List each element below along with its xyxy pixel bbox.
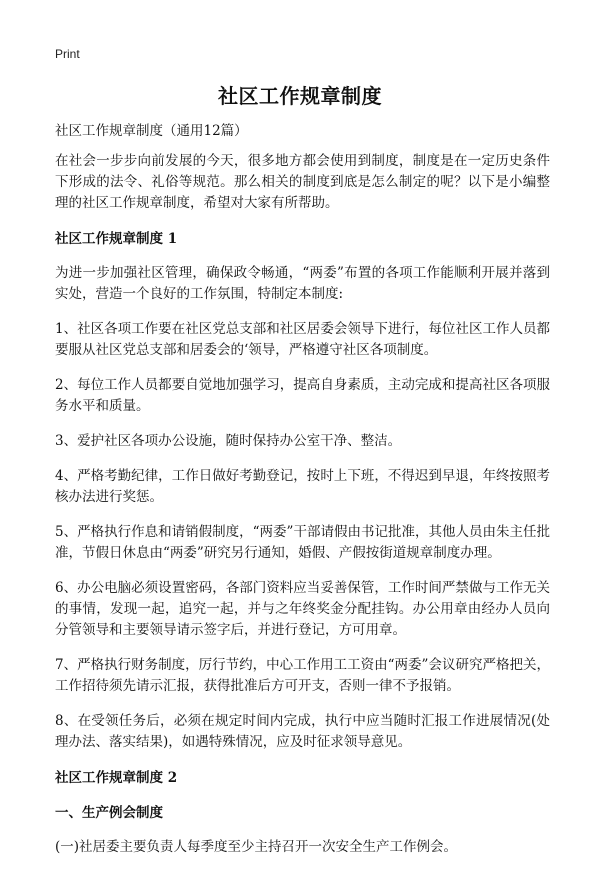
- section-1-item-7: 7、严格执行财务制度，厉行节约，中心工作用工工资由“两委”会议研究严格把关，工作招待须先请示汇报，获得批准后方可开支，否则一律不予报销。: [55, 657, 550, 694]
- section-1-item-4: 4、严格考勤纪律，工作日做好考勤登记，按时上下班，不得迟到早退，年终按照考核办法进行奖惩。: [55, 468, 550, 505]
- page-title: 社区工作规章制度: [218, 84, 382, 108]
- section-2-heading: 社区工作规章制度 2: [55, 770, 178, 786]
- section-1-item-8: 8、在受领任务后，必须在规定时间内完成，执行中应当随时汇报工作进展情况(处理办法、落实结果)，如遇特殊情况，应及时征求领导意见。: [55, 713, 550, 750]
- document-body: [55, 120, 550, 872]
- section-2-subheading: 一、生产例会制度: [55, 805, 163, 821]
- document-subtitle: 社区工作规章制度（通用12篇）: [55, 123, 248, 139]
- intro-paragraph: 在社会一步步向前发展的今天，很多地方都会使用到制度，制度是在一定历史条件下形成的法令、礼俗等规范。那么相关的制度到底是怎么制定的呢？以下是小编整理的社区工作规章制度，希望对大家有所帮助。: [55, 153, 550, 211]
- section-1-heading: 社区工作规章制度 1: [55, 231, 178, 247]
- section-1-item-6: 6、办公电脑必须设置密码，各部门资料应当妥善保管，工作时间严禁做与工作无关的事情，发现一起，追究一起，并与之年终奖金分配挂钩。办公用章由经办人员向分管领导和主要领导请示签字后，并进行登记，方可用章。: [55, 580, 550, 638]
- section-1-item-1: 1、社区各项工作要在社区党总支部和社区居委会领导下进行，每位社区工作人员都要服从社区党总支部和居委会的‘领导，严格遵守社区各项制度。: [55, 321, 550, 358]
- section-1-item-2: 2、每位工作人员都要自觉地加强学习，提高自身素质，主动完成和提高社区各项服务水平和质量。: [55, 377, 550, 414]
- section-1-item-5: 5、严格执行作息和请销假制度，“两委”干部请假由书记批准，其他人员由朱主任批准，节假日休息由“两委”研究另行通知，婚假、产假按街道规章制度办理。: [55, 524, 550, 561]
- section-2-item-1: (一)社居委主要负责人每季度至少主持召开一次安全生产工作例会。: [55, 839, 458, 855]
- section-1-intro: 为进一步加强社区管理，确保政令畅通，“两委”布置的各项工作能顺利开展并落到实处，营造一个良好的工作氛围，特制定本制度:: [55, 265, 550, 302]
- print-link[interactable]: Print: [55, 47, 80, 61]
- section-1-item-3: 3、爱护社区各项办公设施，随时保持办公室干净、整洁。: [55, 433, 402, 449]
